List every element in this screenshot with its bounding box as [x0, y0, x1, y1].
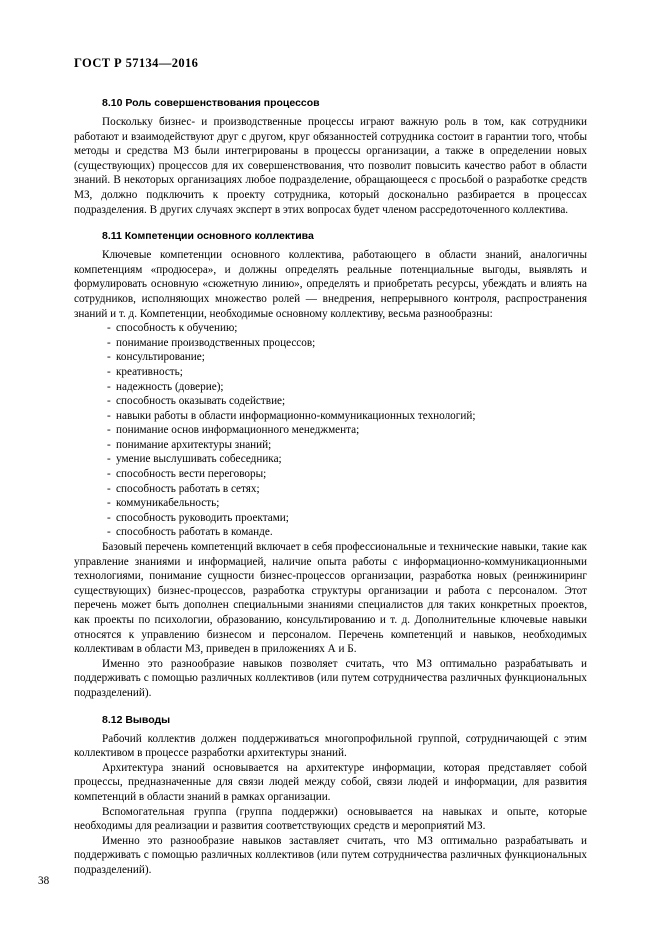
section-heading-8-12: 8.12 Выводы	[102, 713, 171, 726]
list-item: - способность вести переговоры;	[74, 467, 587, 482]
paragraph-8-10-1: Поскольку бизнес- и производственные процессы играют важную роль в том, как сотрудники работают и взаимодействуют друг с другом, круг обязанностей сотрудника состоит в гарантии того, чтобы методы и средства МЗ были интегрированы в процессы организации, а также в определении новых (существующих) процессов для их совершенствования, что позволит повысить качество работ в области знаний. В некоторых организациях любое подразделение, обращающееся с просьбой о разработке средств МЗ, должно подключить к проекту сотрудника, который досконально разбирается в процессах подразделения. В других случаях эксперт в этих вопросах будет членом рассредоточенного коллектива.	[74, 116, 587, 216]
section-heading-8-10: 8.10 Роль совершенствования процессов	[102, 97, 320, 109]
list-item: - консультирование;	[74, 350, 587, 365]
list-item: - понимание архитектуры знаний;	[74, 438, 587, 453]
list-item: - умение выслушивать собеседника;	[74, 452, 587, 467]
list-item: - коммуникабельность;	[74, 496, 587, 511]
list-item: - способность к обучению;	[74, 321, 587, 336]
paragraph-8-12-2: Архитектура знаний основывается на архитектуре информации, которая представляет собой процессы, предназначенные для связи людей между собой, связи людей и информации, для развития компетенций в области знаний в рамках организации.	[74, 761, 587, 803]
list-item: - способность руководить проектами;	[74, 511, 587, 526]
list-item: - понимание производственных процессов;	[74, 336, 587, 351]
list-item: - способность работать в сетях;	[74, 482, 587, 497]
paragraph-8-12-1: Рабочий коллектив должен поддерживаться многопрофильной группой, сотрудничающей с этим коллективом в процессе разработки архитектуры знаний.	[74, 732, 587, 760]
list-item: - способность оказывать содействие;	[74, 394, 587, 409]
paragraph-8-11-1: Ключевые компетенции основного коллектива, работающего в области знаний, аналогичны компетенциям «продюсера», и должны определять реальные потенциальные выгоды, выявлять и формулировать основную «сюжетную линию», определять и приобретать ресурсы, убеждать и влиять на сотрудников, исполняющих множество ролей — внедрения, непрерывного контроля, распространения знаний и т. д. Компетенции, необходимые основному коллективу, весьма разнообразны:	[74, 249, 587, 320]
section-heading-8-11: 8.11 Компетенции основного коллектива	[102, 230, 314, 243]
list-item: - способность работать в команде.	[74, 525, 587, 540]
page-header-standard-id: ГОСТ Р 57134—2016	[74, 56, 199, 70]
paragraph-8-11-2: Базовый перечень компетенций включает в себя профессиональные и технические навыки, такие как управление знаниями и информацией, наличие опыта работы с информационно-коммуникационными технологиями, понимание сущности бизнес-процессов организации, разработка новых (реинжиниринг существующих) бизнес-процессов, разработка структуры организации и работа с персоналом. Этот перечень может быть дополнен специальными знаниями специалистов для таких конкретных проектов, как проекты по психологии, образованию, консультированию и т. д. Дополнительные ключевые навыки относятся к управлению бизнесом и персоналом. Перечень компетенций и навыков, необходимых коллективам в области МЗ, приведен в приложениях А и Б.	[74, 541, 587, 656]
list-item: - навыки работы в области информационно-коммуникационных технологий;	[74, 409, 587, 424]
list-item: - креативность;	[74, 365, 587, 380]
paragraph-8-11-3: Именно это разнообразие навыков позволяет считать, что МЗ оптимально разрабатывать и поддерживать с помощью различных коллективов (или путем сотрудничества различных функциональных подразделений).	[74, 657, 587, 699]
competency-list	[74, 321, 587, 540]
paragraph-8-12-3: Вспомогательная группа (группа поддержки) основывается на навыках и опыте, которые необходимы для реализации и развития соответствующих средств и мероприятий МЗ.	[74, 805, 587, 833]
paragraph-8-12-4: Именно это разнообразие навыков заставляет считать, что МЗ оптимально разрабатывать и поддерживать с помощью различных коллективов (или путем сотрудничества различных функциональных подразделений).	[74, 834, 587, 876]
list-item: - надежность (доверие);	[74, 380, 587, 395]
page-number: 38	[38, 875, 50, 887]
list-item: - понимание основ информационного менеджмента;	[74, 423, 587, 438]
